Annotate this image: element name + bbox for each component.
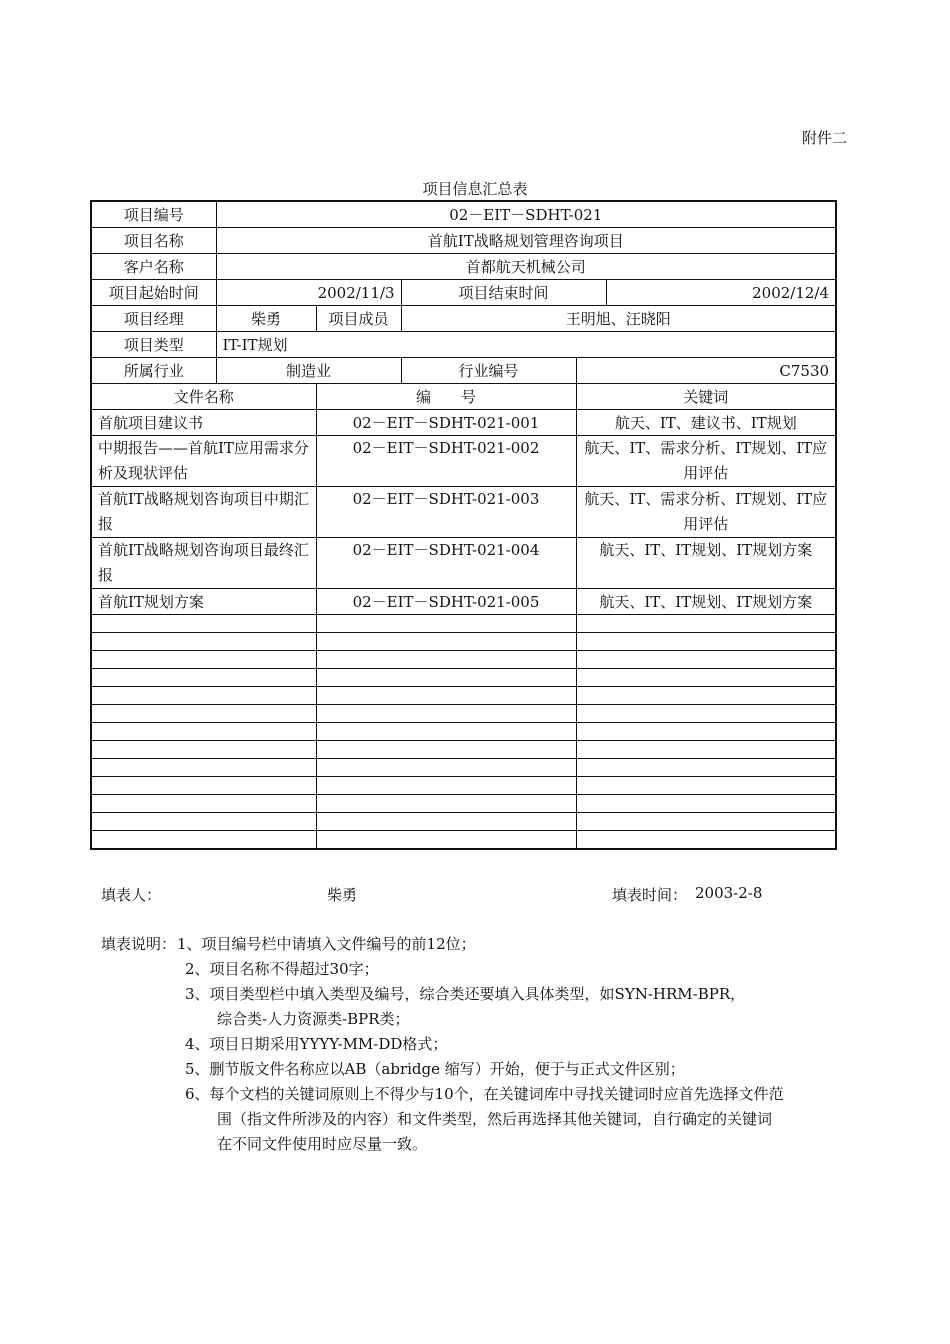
client-name-value: 首都航天机械公司 xyxy=(216,254,836,280)
file-code-cell: 02－EIT－SDHT-021-003 xyxy=(316,487,576,538)
empty-row xyxy=(91,633,836,651)
file-name-cell: 首航IT规划方案 xyxy=(91,589,316,615)
note-line-2: 2、项目名称不得超过30字； xyxy=(185,960,379,978)
table-row xyxy=(91,410,836,436)
project-type-label: 项目类型 xyxy=(91,332,216,358)
file-name-cell: 首航IT战略规划咨询项目最终汇报 xyxy=(91,538,316,589)
notes-intro: 填表说明： xyxy=(101,935,177,953)
file-code-cell: 02－EIT－SDHT-021-005 xyxy=(316,589,576,615)
file-keywords-cell: 航天、IT、IT规划、IT规划方案 xyxy=(576,589,836,615)
empty-row xyxy=(91,741,836,759)
table-row xyxy=(91,487,836,538)
file-keywords-cell: 航天、IT、需求分析、IT规划、IT应用评估 xyxy=(576,436,836,487)
empty-row xyxy=(91,705,836,723)
empty-row xyxy=(91,813,836,831)
empty-row xyxy=(91,651,836,669)
project-name-value: 首航IT战略规划管理咨询项目 xyxy=(216,228,836,254)
file-code-header: 编 号 xyxy=(316,384,576,410)
start-date-label: 项目起始时间 xyxy=(91,280,216,306)
file-code-cell: 02－EIT－SDHT-021-004 xyxy=(316,538,576,589)
table-row xyxy=(91,436,836,487)
industry-code-value: C7530 xyxy=(576,358,836,384)
end-date-value: 2002/12/4 xyxy=(606,280,836,306)
filler-label: 填表人： xyxy=(101,886,162,904)
empty-row xyxy=(91,615,836,633)
table-title: 项目信息汇总表 xyxy=(422,180,528,198)
note-line-6: 6、每个文档的关键词原则上不得少与10个，在关键词库中寻找关键词时应首先选择文件范 xyxy=(185,1085,784,1103)
members-label: 项目成员 xyxy=(316,306,401,332)
project-code-label: 项目编号 xyxy=(91,201,216,228)
note-line-1: 1、项目编号栏中请填入文件编号的前12位； xyxy=(177,935,476,953)
manager-value: 柴勇 xyxy=(216,306,316,332)
industry-code-label: 行业编号 xyxy=(401,358,576,384)
empty-row xyxy=(91,759,836,777)
empty-row xyxy=(91,831,836,850)
note-line-3-cont: 综合类-人力资源类-BPR类； xyxy=(217,1010,410,1028)
file-keywords-cell: 航天、IT、建议书、IT规划 xyxy=(576,410,836,436)
file-name-cell: 首航IT战略规划咨询项目中期汇报 xyxy=(91,487,316,538)
keywords-header: 关键词 xyxy=(576,384,836,410)
project-type-value: IT-IT规划 xyxy=(216,332,836,358)
note-line-5: 5、删节版文件名称应以AB（abridge 缩写）开始，便于与正式文件区别； xyxy=(185,1060,685,1078)
members-value: 王明旭、汪晓阳 xyxy=(401,306,836,332)
note-line-6-cont2: 在不同文件使用时应尽量一致。 xyxy=(217,1135,428,1153)
start-date-value: 2002/11/3 xyxy=(216,280,401,306)
file-keywords-cell: 航天、IT、IT规划、IT规划方案 xyxy=(576,538,836,589)
filler-value: 柴勇 xyxy=(327,886,358,904)
project-code-value: 02－EIT－SDHT-021 xyxy=(216,201,836,228)
empty-row xyxy=(91,795,836,813)
note-line-6-cont1: 围（指文件所涉及的内容）和文件类型，然后再选择其他关键词，自行确定的关键词 xyxy=(217,1110,773,1128)
table-row xyxy=(91,589,836,615)
file-keywords-cell: 航天、IT、需求分析、IT规划、IT应用评估 xyxy=(576,487,836,538)
file-code-cell: 02－EIT－SDHT-021-002 xyxy=(316,436,576,487)
file-code-cell: 02－EIT－SDHT-021-001 xyxy=(316,410,576,436)
attachment-label: 附件二 xyxy=(801,129,847,147)
empty-row xyxy=(91,777,836,795)
file-name-cell: 首航项目建议书 xyxy=(91,410,316,436)
empty-row xyxy=(91,723,836,741)
empty-row xyxy=(91,669,836,687)
industry-value: 制造业 xyxy=(216,358,401,384)
file-name-cell: 中期报告——首航IT应用需求分析及现状评估 xyxy=(91,436,316,487)
file-name-header: 文件名称 xyxy=(91,384,316,410)
empty-row xyxy=(91,687,836,705)
table-row xyxy=(91,538,836,589)
note-line-3: 3、项目类型栏中填入类型及编号，综合类还要填入具体类型，如SYN-HRM-BPR， xyxy=(185,985,746,1003)
industry-label: 所属行业 xyxy=(91,358,216,384)
client-name-label: 客户名称 xyxy=(91,254,216,280)
fill-date-label: 填表时间： xyxy=(612,886,688,904)
manager-label: 项目经理 xyxy=(91,306,216,332)
project-info-table xyxy=(90,200,837,850)
note-line-4: 4、项目日期采用YYYY-MM-DD格式； xyxy=(185,1035,448,1053)
fill-date-value: 2003-2-8 xyxy=(695,884,763,902)
end-date-label: 项目结束时间 xyxy=(401,280,606,306)
project-name-label: 项目名称 xyxy=(91,228,216,254)
